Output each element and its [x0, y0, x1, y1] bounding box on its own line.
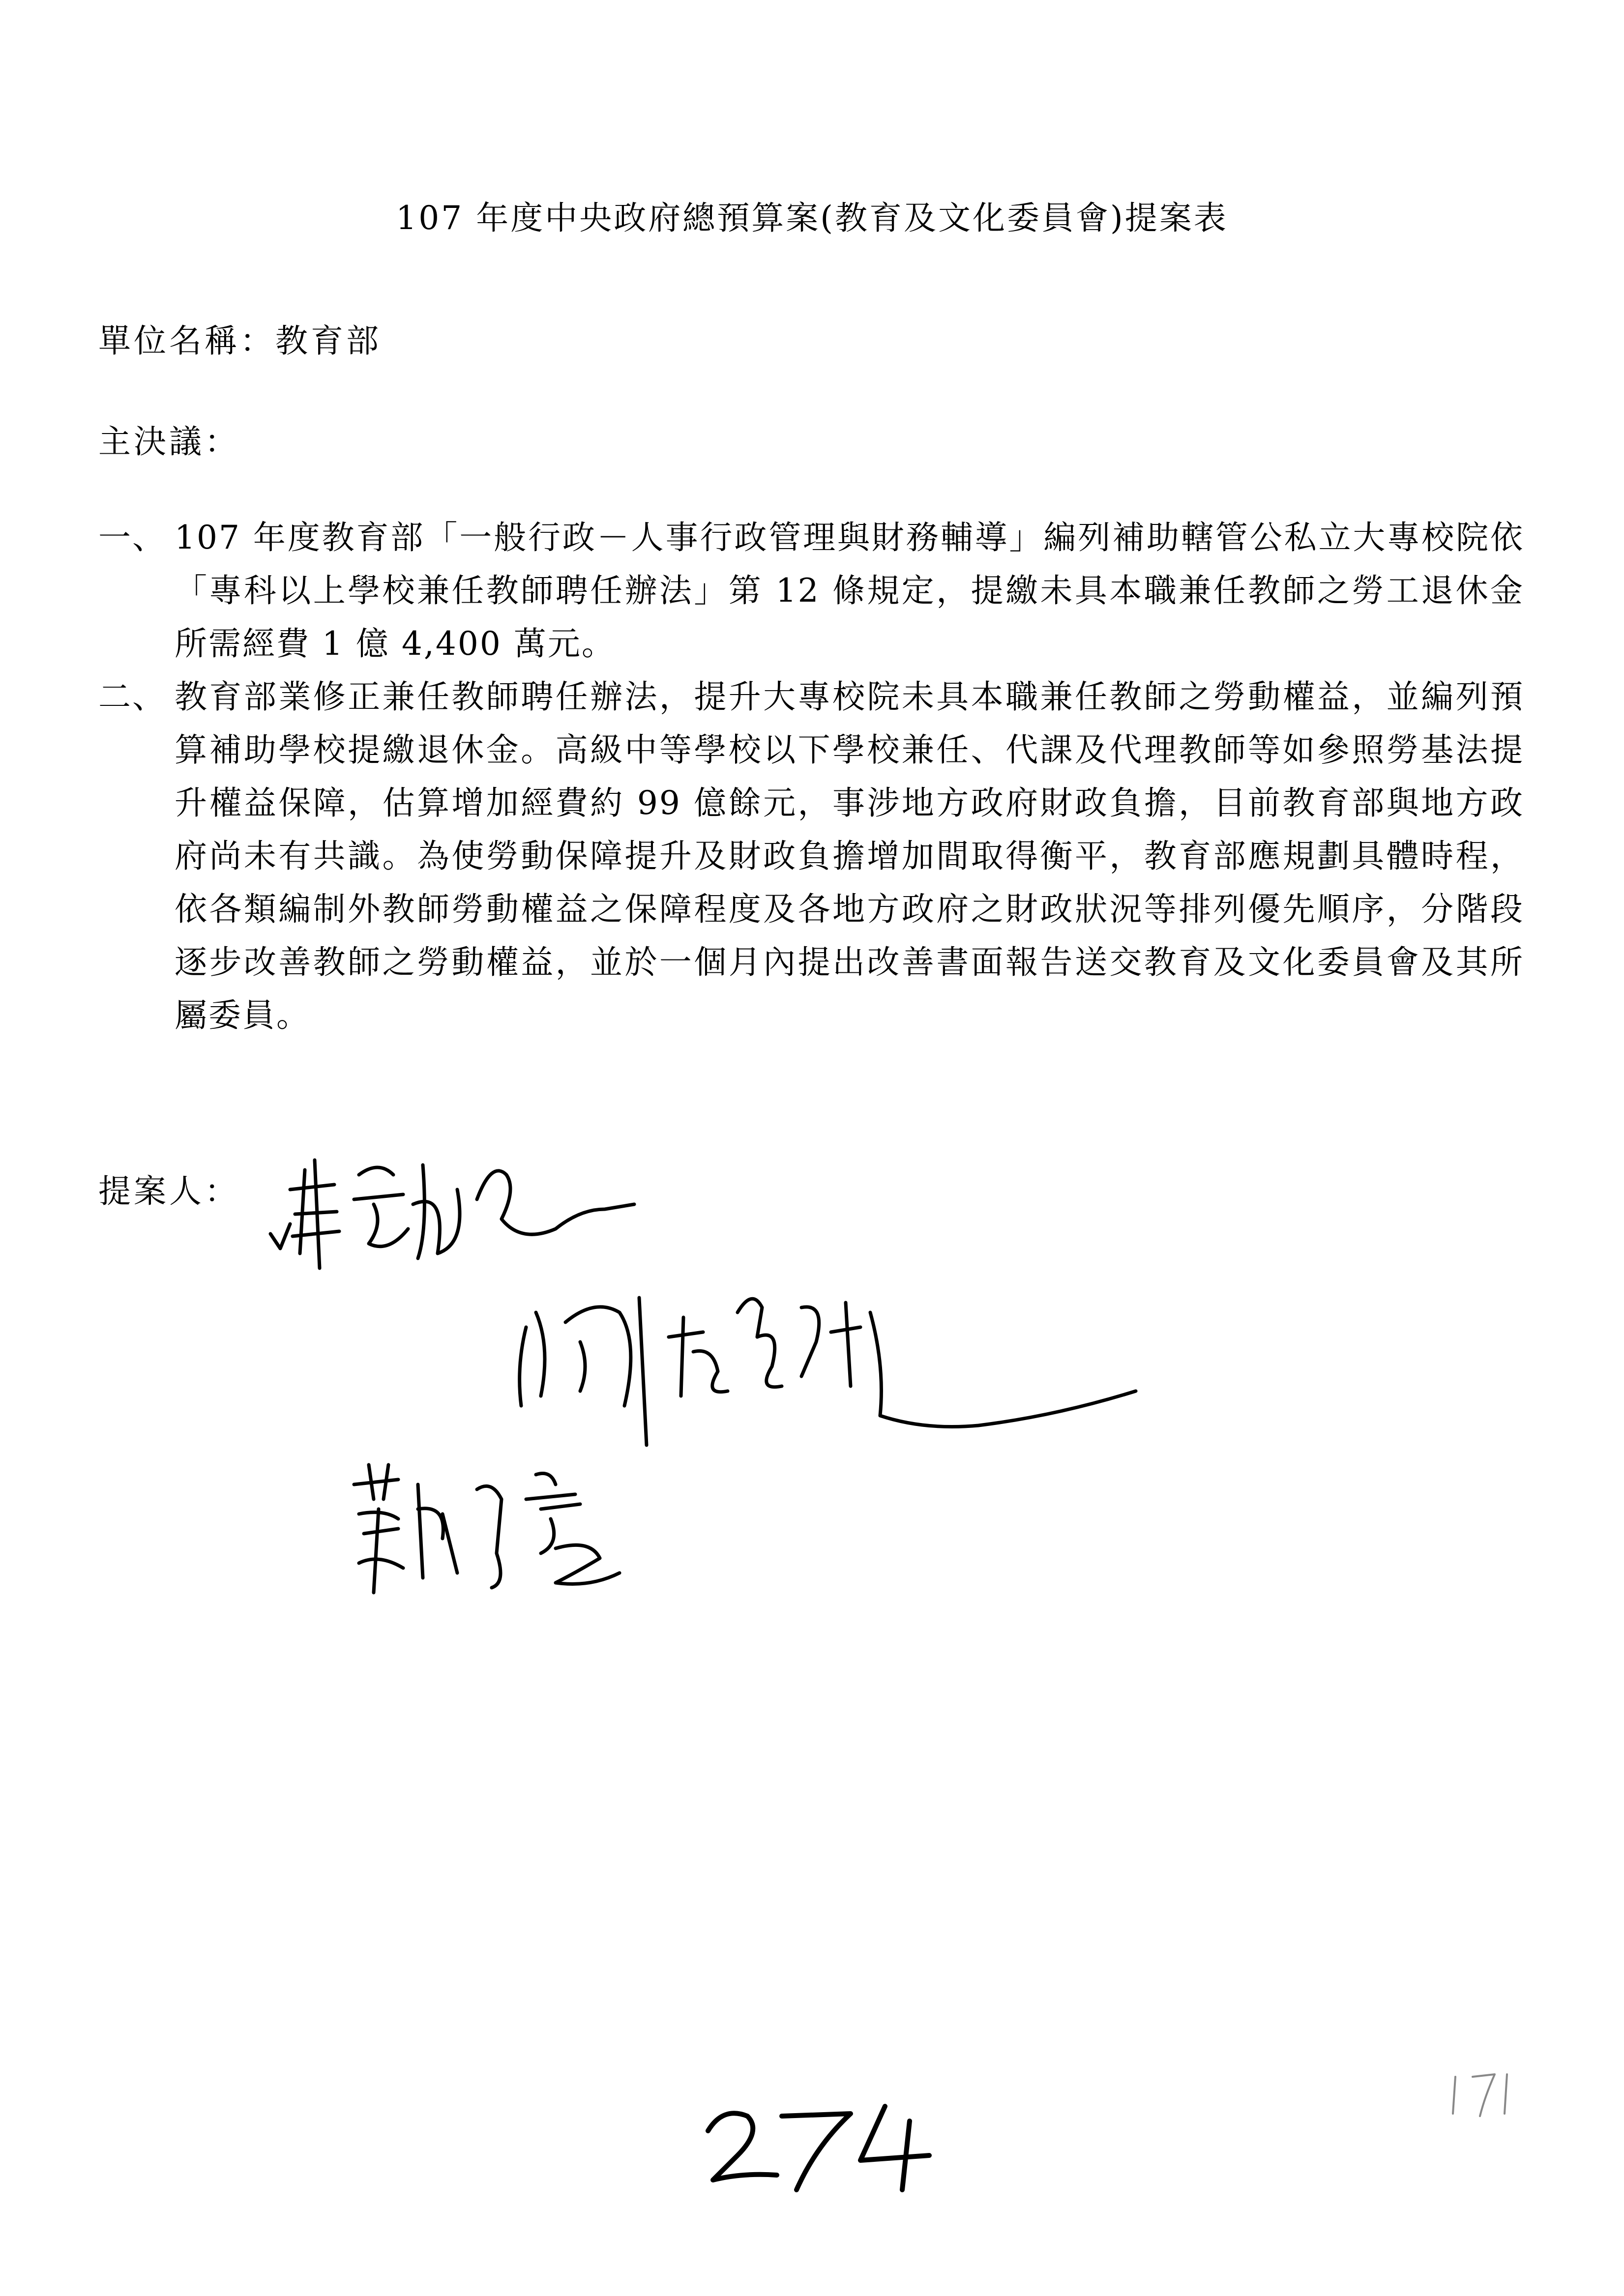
item-text: 107 年度教育部「一般行政－人事行政管理與財務輔導」編列補助轄管公私立大專校院依「專科以上學校兼任教師聘任辦法」第 12 條規定，提繳未具本職兼任教師之勞工退休金所需經費 1 億 4,400 萬元。	[175, 519, 1524, 663]
corner-number	[1446, 2067, 1519, 2121]
signature-1-drawing	[261, 1131, 644, 1278]
item-number: 一、	[98, 519, 166, 556]
proposer-label: 提案人：	[98, 1172, 240, 1210]
page-number-drawing	[698, 2087, 954, 2195]
main-resolution-label: 主決議：	[98, 423, 240, 461]
document-title: 107 年度中央政府總預算案(教育及文化委員會)提案表	[396, 199, 1228, 237]
signature-3-name	[344, 1607, 345, 1608]
item-number: 二、	[98, 678, 166, 716]
handwritten-page-number	[698, 2087, 954, 2195]
signature-3	[344, 1455, 664, 1607]
corner-number-drawing	[1446, 2067, 1519, 2121]
resolution-items	[98, 511, 1524, 1042]
signature-2	[506, 1268, 1146, 1465]
unit-name: 單位名稱：教育部	[98, 322, 382, 360]
item-text: 教育部業修正兼任教師聘任辦法，提升大專校院未具本職兼任教師之勞動權益，並編列預算補助學校提繳退休金。高級中等學校以下學校兼任、代課及代理教師等如參照勞基法提升權益保障，估算增加經費約 99 億餘元，事涉地方政府財政負擔，目前教育部與地方政府尚未有共識。為使勞動保障提升及財政負擔增加間取得衡平，教育部應規劃具體時程，依各類編制外教師勞動權益之保障程度及各地方政府之財政狀況等排列優先順序，分階段逐步改善教師之勞動權益，並於一個月內提出改善書面報告送交教育及文化委員會及其所屬委員。	[175, 678, 1524, 1034]
signature-2-drawing	[506, 1268, 1146, 1465]
signature-1	[261, 1131, 644, 1278]
resolution-item	[98, 670, 1524, 1042]
signature-3-drawing	[344, 1455, 664, 1607]
resolution-item	[98, 511, 1524, 670]
